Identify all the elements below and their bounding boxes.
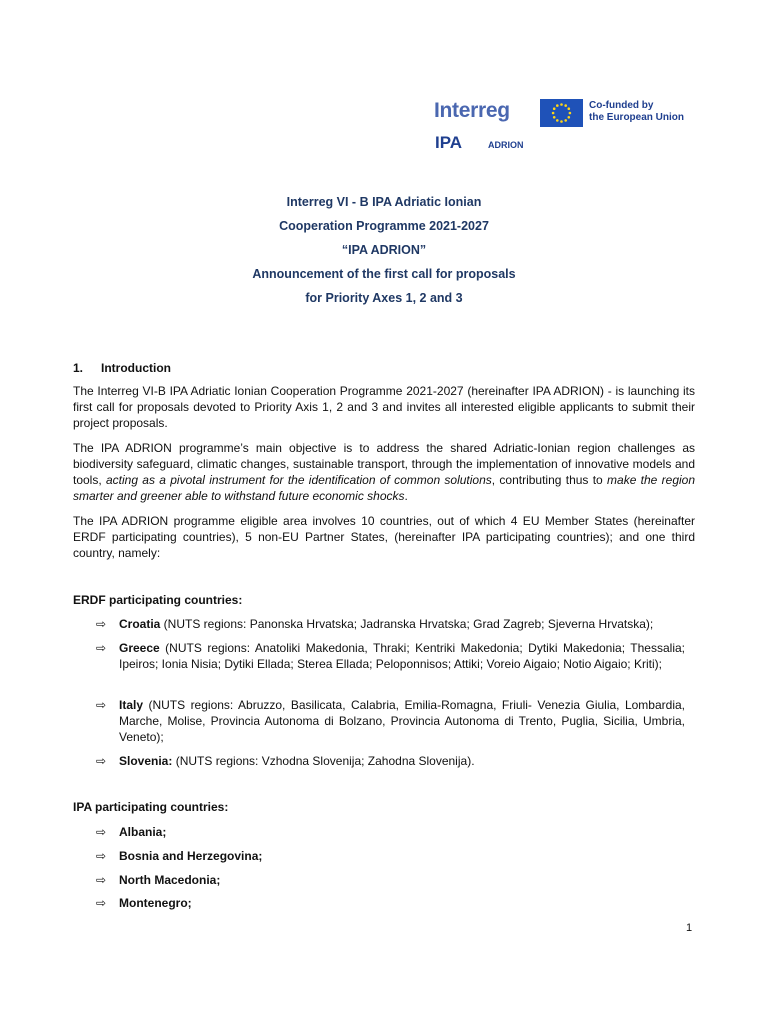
eu-line-2: the European Union <box>589 112 684 123</box>
country-name: Slovenia: <box>119 754 173 768</box>
title-line-3: “IPA ADRION” <box>341 243 427 257</box>
p2-text-c: , contributing thus to <box>491 473 608 487</box>
page-number: 1 <box>686 922 693 934</box>
arrow-bullet-icon: ⇨ <box>96 641 107 655</box>
country-detail: (NUTS regions: Abruzzo, Basilicata, Calabria, Emilia-Romagna, Friuli- Venezia Giulia, Lombardia, Marche, Molise, Provincia Autonoma di Bolzano, Provincia Autonoma di Trento, Puglia, Sicilia, Umbria, Veneto); <box>119 698 685 744</box>
arrow-bullet-icon: ⇨ <box>96 849 107 863</box>
title-line-4: Announcement of the first call for proposals <box>252 267 516 281</box>
intro-paragraph-1: The Interreg VI-B IPA Adriatic Ionian Cooperation Programme 2021-2027 (hereinafter IPA ADRION) - is launching its first call for proposals devoted to Priority Axis 1, 2 and 3 and invites all interested eligible applicants to submit their project proposals. <box>73 384 695 430</box>
ipa-heading: IPA participating countries: <box>73 800 229 814</box>
list-item: Bosnia and Herzegovina; <box>119 849 263 863</box>
arrow-bullet-icon: ⇨ <box>96 873 107 887</box>
section-number: 1. <box>73 361 84 375</box>
country-detail: (NUTS regions: Panonska Hrvatska; Jadranska Hrvatska; Grad Zagreb; Sjeverna Hrvatska); <box>160 617 654 631</box>
section-heading: Introduction <box>101 361 171 375</box>
arrow-bullet-icon: ⇨ <box>96 825 107 839</box>
country-detail: (NUTS regions: Anatoliki Makedonia, Thraki; Kentriki Makedonia; Dytiki Makedonia; Thessalia; Ipeiros; Ionia Nisia; Dytiki Ellada; Sterea Ellada; Peloponnisos; Attiki; Voreio Aigaio; Notio Aigaio; Kriti); <box>119 641 685 671</box>
p2-italic-1: acting as a pivotal instrument for the identification of common solutions <box>105 473 492 487</box>
p2-text-e: . <box>404 489 408 503</box>
list-item: Albania; <box>119 825 167 839</box>
title-line-2: Cooperation Programme 2021-2027 <box>279 219 489 233</box>
intro-paragraph-2 <box>73 440 695 504</box>
eu-line-1: Co-funded by <box>589 100 654 111</box>
logo-ipa-text: IPA <box>435 133 463 152</box>
arrow-bullet-icon: ⇨ <box>96 754 107 768</box>
eu-stars-icon <box>540 99 583 127</box>
logo-adrion-text: ADRION <box>488 140 524 150</box>
country-name: Croatia <box>119 617 161 631</box>
title-line-5: for Priority Axes 1, 2 and 3 <box>305 291 463 305</box>
eu-flag-icon <box>540 99 583 127</box>
arrow-bullet-icon: ⇨ <box>96 896 107 910</box>
p2-italic-2: make the region smarter and greener able to withstand future economic shocks <box>73 473 696 503</box>
arrow-bullet-icon: ⇨ <box>96 617 107 631</box>
p2-text-a: The IPA ADRION programme’s main objective is to address the shared Adriatic-Ionian region challenges as biodiversity safeguard, climatic changes, sustainable transport, through the implementation of innovative models and tools, <box>73 441 695 487</box>
eu-cofunded-text <box>589 100 684 124</box>
intro-paragraph-3: The IPA ADRION programme eligible area involves 10 countries, out of which 4 EU Member States (hereinafter ERDF participating countries), 5 non-EU Partner States, (hereinafter IPA participating countries); and one third country, namely: <box>73 514 695 560</box>
list-item: Montenegro; <box>119 896 192 910</box>
arrow-bullet-icon: ⇨ <box>96 698 107 712</box>
list-item <box>119 753 685 769</box>
list-item: North Macedonia; <box>119 873 221 887</box>
list-item <box>119 616 685 632</box>
country-name: Greece <box>119 641 160 655</box>
list-item <box>119 640 685 672</box>
title-line-1: Interreg VI - B IPA Adriatic Ionian <box>286 195 482 209</box>
logo-interreg-text: Interreg <box>434 99 510 122</box>
country-name: Italy <box>119 698 144 712</box>
list-item <box>119 697 685 745</box>
country-detail: (NUTS regions: Vzhodna Slovenija; Zahodna Slovenija). <box>172 754 475 768</box>
erdf-heading: ERDF participating countries: <box>73 593 243 607</box>
